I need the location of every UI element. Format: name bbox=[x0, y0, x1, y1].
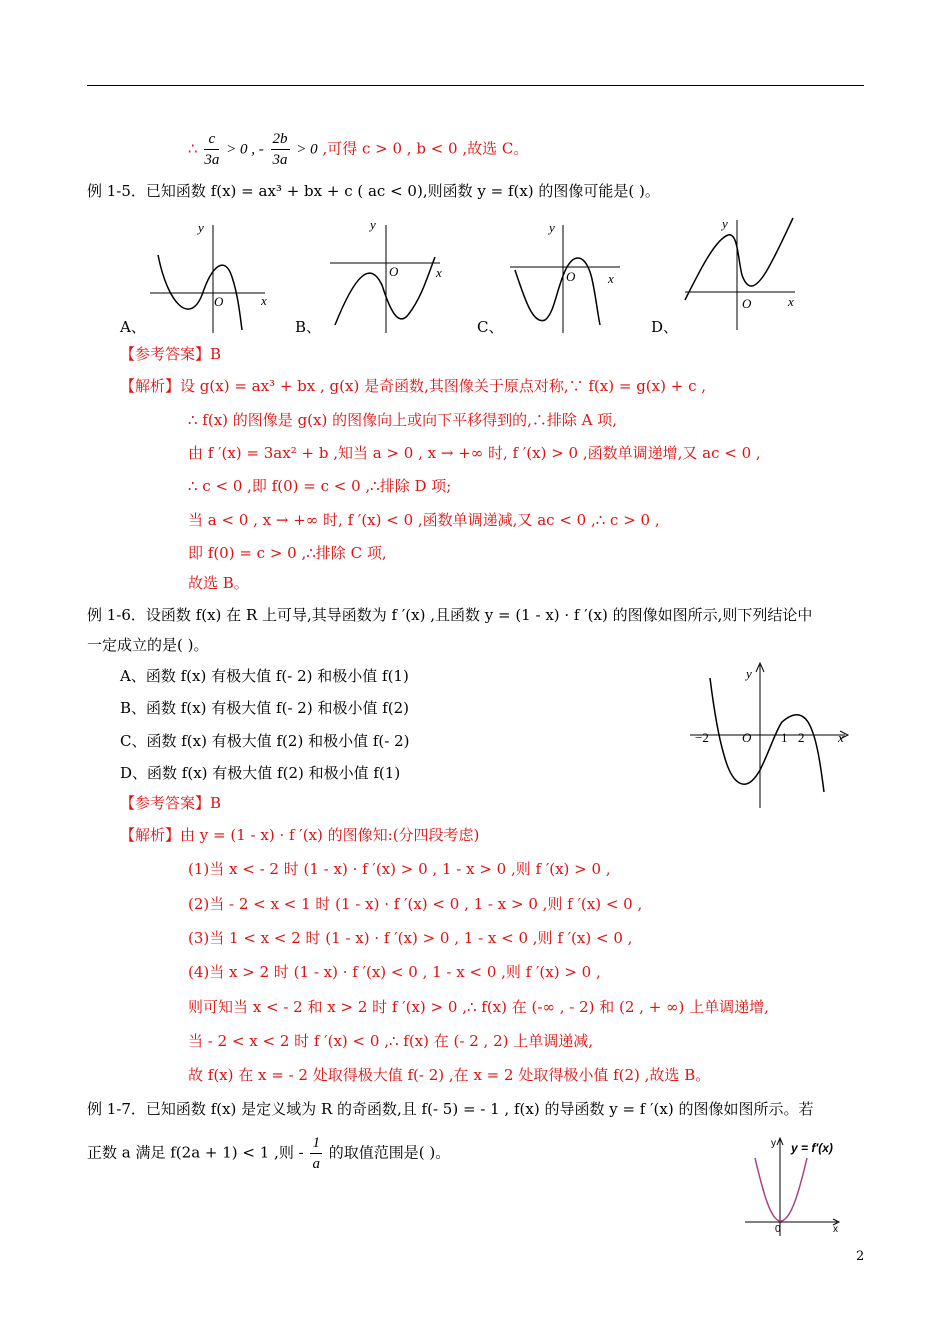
fraction-denominator: 3a bbox=[204, 152, 220, 168]
ex16-question-line-2: 一定成立的是( )。 bbox=[87, 636, 209, 654]
fraction-numerator: 1 bbox=[310, 1133, 322, 1154]
ex16-option-c: C、函数 f(x) 有极大值 f(2) 和极小值 f(- 2) bbox=[120, 732, 410, 750]
relation-text: > 0 bbox=[296, 141, 318, 158]
ex15-analysis-line-7: 故选 B。 bbox=[188, 574, 249, 592]
relation-text: > 0 , - bbox=[226, 141, 264, 158]
fraction-c-3a bbox=[204, 129, 219, 170]
analysis-text: 由 y = (1 - x) · f ′(x) 的图像知:(分四段考虑) bbox=[180, 826, 480, 844]
axis-y-label: y bbox=[549, 220, 555, 235]
origin-label: O bbox=[566, 269, 576, 284]
ex15-analysis-line-2: ∴ f(x) 的图像是 g(x) 的图像向上或向下平移得到的,∴排除 A 项, bbox=[188, 411, 618, 429]
axis-x-label: x bbox=[838, 730, 844, 745]
ex16-analysis-line-4: (3)当 1 < x < 2 时 (1 - x) · f ′(x) > 0 , 1 - x < 0 ,则 f ′(x) < 0 , bbox=[188, 929, 633, 947]
ex15-option-c: C、 bbox=[477, 318, 504, 336]
origin-label: O bbox=[742, 296, 752, 311]
fraction-denominator: 3a bbox=[272, 152, 288, 168]
ex15-graph-b bbox=[330, 215, 450, 335]
ex15-graph-d bbox=[680, 210, 805, 335]
ex17-graph bbox=[745, 1132, 855, 1242]
analysis-text: 设 g(x) = ax³ + bx , g(x) 是奇函数,其图像关于原点对称,∵ f(x) = g(x) + c , bbox=[180, 377, 707, 395]
ex15-option-a: A、 bbox=[120, 318, 146, 336]
question-text: 的取值范围是( )。 bbox=[328, 1143, 451, 1162]
axis-y-label: y bbox=[722, 216, 728, 231]
ex15-analysis-line-3: 由 f ′(x) = 3ax² + b ,知当 a > 0 , x → +∞ 时, f ′(x) > 0 ,函数单调递增,又 ac < 0 , bbox=[188, 444, 761, 462]
axis-y-label: y bbox=[771, 1138, 776, 1149]
ex16-analysis-line-7: 当 - 2 < x < 2 时 f ′(x) < 0 ,∴ f(x) 在 (- 2 , 2) 上单调递减, bbox=[188, 1032, 594, 1050]
fraction-numerator: 2b bbox=[271, 129, 290, 150]
ex15-question: 例 1-5．已知函数 f(x) = ax³ + bx + c ( ac < 0),则函数 y = f(x) 的图像可能是( )。 bbox=[87, 182, 660, 200]
tick-label-neg2: −2 bbox=[695, 730, 709, 745]
ex16-option-d: D、函数 f(x) 有极大值 f(2) 和极小值 f(1) bbox=[120, 764, 401, 782]
ex15-analysis-line-6: 即 f(0) = c > 0 ,∴排除 C 项, bbox=[188, 544, 387, 562]
ex15-analysis-line-4: ∴ c < 0 ,即 f(0) = c < 0 ,∴排除 D 项; bbox=[188, 477, 452, 495]
curve-label: y = f′(x) bbox=[791, 1141, 833, 1155]
ex15-graph-a bbox=[150, 215, 275, 335]
analysis-tag: 【解析】 bbox=[120, 377, 181, 395]
ex16-question-line-1: 例 1-6．设函数 f(x) 在 R 上可导,其导函数为 f ′(x) ,且函数 y = (1 - x) · f ′(x) 的图像如图所示,则下列结论中 bbox=[87, 606, 813, 624]
ex15-analysis-line-5: 当 a < 0 , x → +∞ 时, f ′(x) < 0 ,函数单调递减,又 ac < 0 ,∴ c > 0 , bbox=[188, 511, 660, 529]
origin-label: O bbox=[742, 730, 752, 745]
tick-label-1: 1 bbox=[781, 730, 788, 745]
ex16-analysis-line-6: 则可知当 x < - 2 和 x > 2 时 f ′(x) > 0 ,∴ f(x) 在 (-∞ , - 2) 和 (2 , + ∞) 上单调递增, bbox=[188, 998, 769, 1016]
tick-label-2: 2 bbox=[798, 730, 805, 745]
ex16-answer: 【参考答案】B bbox=[120, 794, 222, 812]
axis-y-label: y bbox=[370, 217, 376, 232]
ex15-graph-c bbox=[505, 215, 625, 335]
axis-y-label: y bbox=[746, 666, 752, 681]
ex16-option-b: B、函数 f(x) 有极大值 f(- 2) 和极小值 f(2) bbox=[120, 699, 410, 717]
ex16-analysis-line-2: (1)当 x < - 2 时 (1 - x) · f ′(x) > 0 , 1 - x > 0 ,则 f ′(x) > 0 , bbox=[188, 860, 611, 878]
axis-x-label: x bbox=[608, 271, 614, 286]
axis-x-label: x bbox=[833, 1224, 838, 1235]
header-rule bbox=[87, 85, 864, 86]
axis-x-label: x bbox=[436, 265, 442, 280]
ex17-question-line-1: 例 1-7．已知函数 f(x) 是定义域为 R 的奇函数,且 f(- 5) = - 1 , f(x) 的导函数 y = f ′(x) 的图像如图所示。若 bbox=[87, 1100, 814, 1118]
origin-label: O bbox=[214, 294, 224, 309]
fraction-numerator: c bbox=[204, 129, 219, 150]
origin-label: 0 bbox=[775, 1224, 781, 1235]
fraction-2b-3a bbox=[271, 129, 290, 170]
ex16-graph bbox=[690, 660, 855, 810]
ex16-analysis-line-5: (4)当 x > 2 时 (1 - x) · f ′(x) < 0 , 1 - x < 0 ,则 f ′(x) > 0 , bbox=[188, 963, 601, 981]
axis-x-label: x bbox=[788, 294, 794, 309]
ex17-question-line-2 bbox=[87, 1133, 450, 1174]
ex15-option-d: D、 bbox=[651, 318, 679, 336]
axis-x-label: x bbox=[261, 293, 267, 308]
therefore-symbol: ∴ bbox=[188, 139, 198, 158]
ex16-analysis-line-1 bbox=[120, 825, 479, 845]
ex15-analysis-line-1 bbox=[120, 376, 706, 396]
axis-y-label: y bbox=[198, 220, 204, 235]
origin-label: O bbox=[389, 264, 399, 279]
ex16-option-a: A、函数 f(x) 有极大值 f(- 2) 和极小值 f(1) bbox=[120, 667, 409, 685]
ex15-option-b: B、 bbox=[295, 318, 322, 336]
ex16-analysis-line-3: (2)当 - 2 < x < 1 时 (1 - x) · f ′(x) < 0 , 1 - x > 0 ,则 f ′(x) < 0 , bbox=[188, 895, 643, 913]
fraction-1-over-a bbox=[310, 1133, 322, 1174]
conclusion-tail: ,可得 c > 0 , b < 0 ,故选 C。 bbox=[322, 139, 529, 158]
analysis-tag: 【解析】 bbox=[120, 826, 181, 844]
ex16-analysis-line-8: 故 f(x) 在 x = - 2 处取得极大值 f(- 2) ,在 x = 2 处取得极小值 f(2) ,故选 B。 bbox=[188, 1066, 711, 1084]
top-conclusion-line bbox=[188, 129, 528, 170]
page-number: 2 bbox=[856, 1249, 865, 1264]
question-text: 正数 a 满足 f(2a + 1) < 1 ,则 - bbox=[87, 1143, 304, 1162]
fraction-denominator: a bbox=[312, 1156, 320, 1172]
ex15-answer: 【参考答案】B bbox=[120, 345, 222, 363]
